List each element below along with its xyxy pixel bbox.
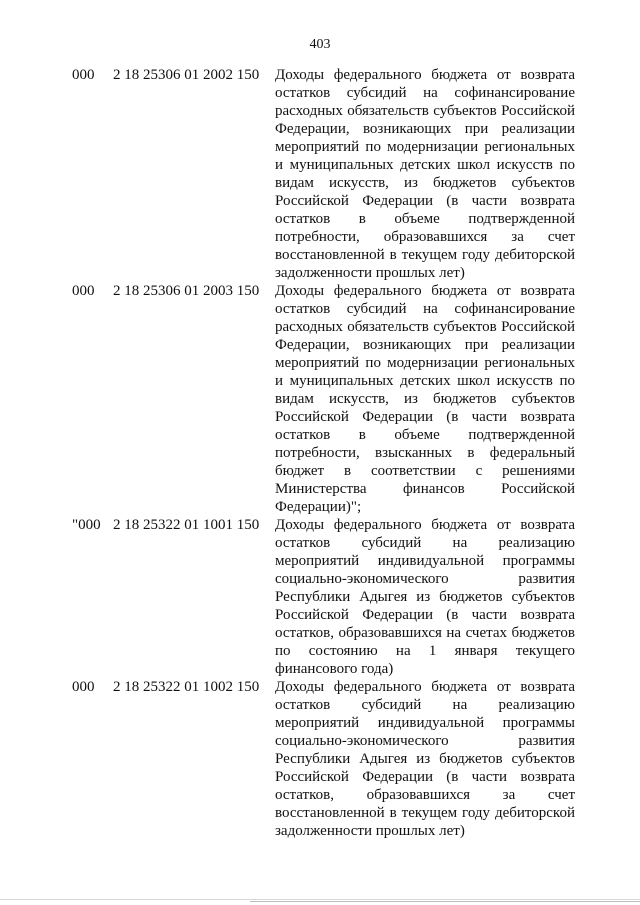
table-row	[0, 66, 640, 282]
admin-code: 000	[72, 679, 95, 695]
income-description: Доходы федерального бюджета от возврата остатков субсидий на реализацию мероприятий индивидуальной программы социально-экономического развития Республики Адыгея из бюджетов субъектов Российской Федерации (в части возврата остатков, образовавшихся на счетах бюджетов по состоянию на 1 января текущего финансового года)	[275, 517, 575, 677]
income-description: Доходы федерального бюджета от возврата остатков субсидий на софинансирование расходных обязательств субъектов Российской Федерации, возникающих при реализации мероприятий по модернизации региональных и муниципальных детских школ искусств по видам искусств, из бюджетов субъектов Российской Федерации (в части возврата остатков в объеме подтвержденной потребности, образовавшихся за счет восстановленной в текущем году дебиторской задолженности прошлых лет)	[275, 67, 575, 281]
table-row	[0, 516, 640, 678]
table-row	[0, 282, 640, 516]
admin-code: 000	[72, 67, 95, 83]
admin-code: 000	[72, 283, 95, 299]
table-row	[0, 678, 640, 840]
classification-code: 2 18 25322 01 1002 150	[113, 679, 260, 695]
budget-code-table	[0, 66, 640, 840]
income-description: Доходы федерального бюджета от возврата остатков субсидий на реализацию мероприятий индивидуальной программы социально-экономического развития Республики Адыгея из бюджетов субъектов Российской Федерации (в части возврата остатков, образовавшихся за счет восстановленной в текущем году дебиторской задолженности прошлых лет)	[275, 679, 575, 839]
page-number: 403	[309, 37, 331, 52]
classification-code: 2 18 25322 01 1001 150	[113, 517, 260, 533]
admin-code: "000	[72, 517, 101, 533]
income-description: Доходы федерального бюджета от возврата остатков субсидий на софинансирование расходных обязательств субъектов Российской Федерации, возникающих при реализации мероприятий по модернизации региональных и муниципальных детских школ искусств по видам искусств, из бюджетов субъектов Российской Федерации (в части возврата остатков в объеме подтвержденной потребности, взысканных в федеральный бюджет в соответствии с решениями Министерства финансов Российской Федерации)";	[275, 283, 575, 515]
scan-edge-line	[250, 901, 640, 902]
classification-code: 2 18 25306 01 2003 150	[113, 283, 260, 299]
classification-code: 2 18 25306 01 2002 150	[113, 67, 260, 83]
scan-edge-line	[0, 899, 640, 900]
